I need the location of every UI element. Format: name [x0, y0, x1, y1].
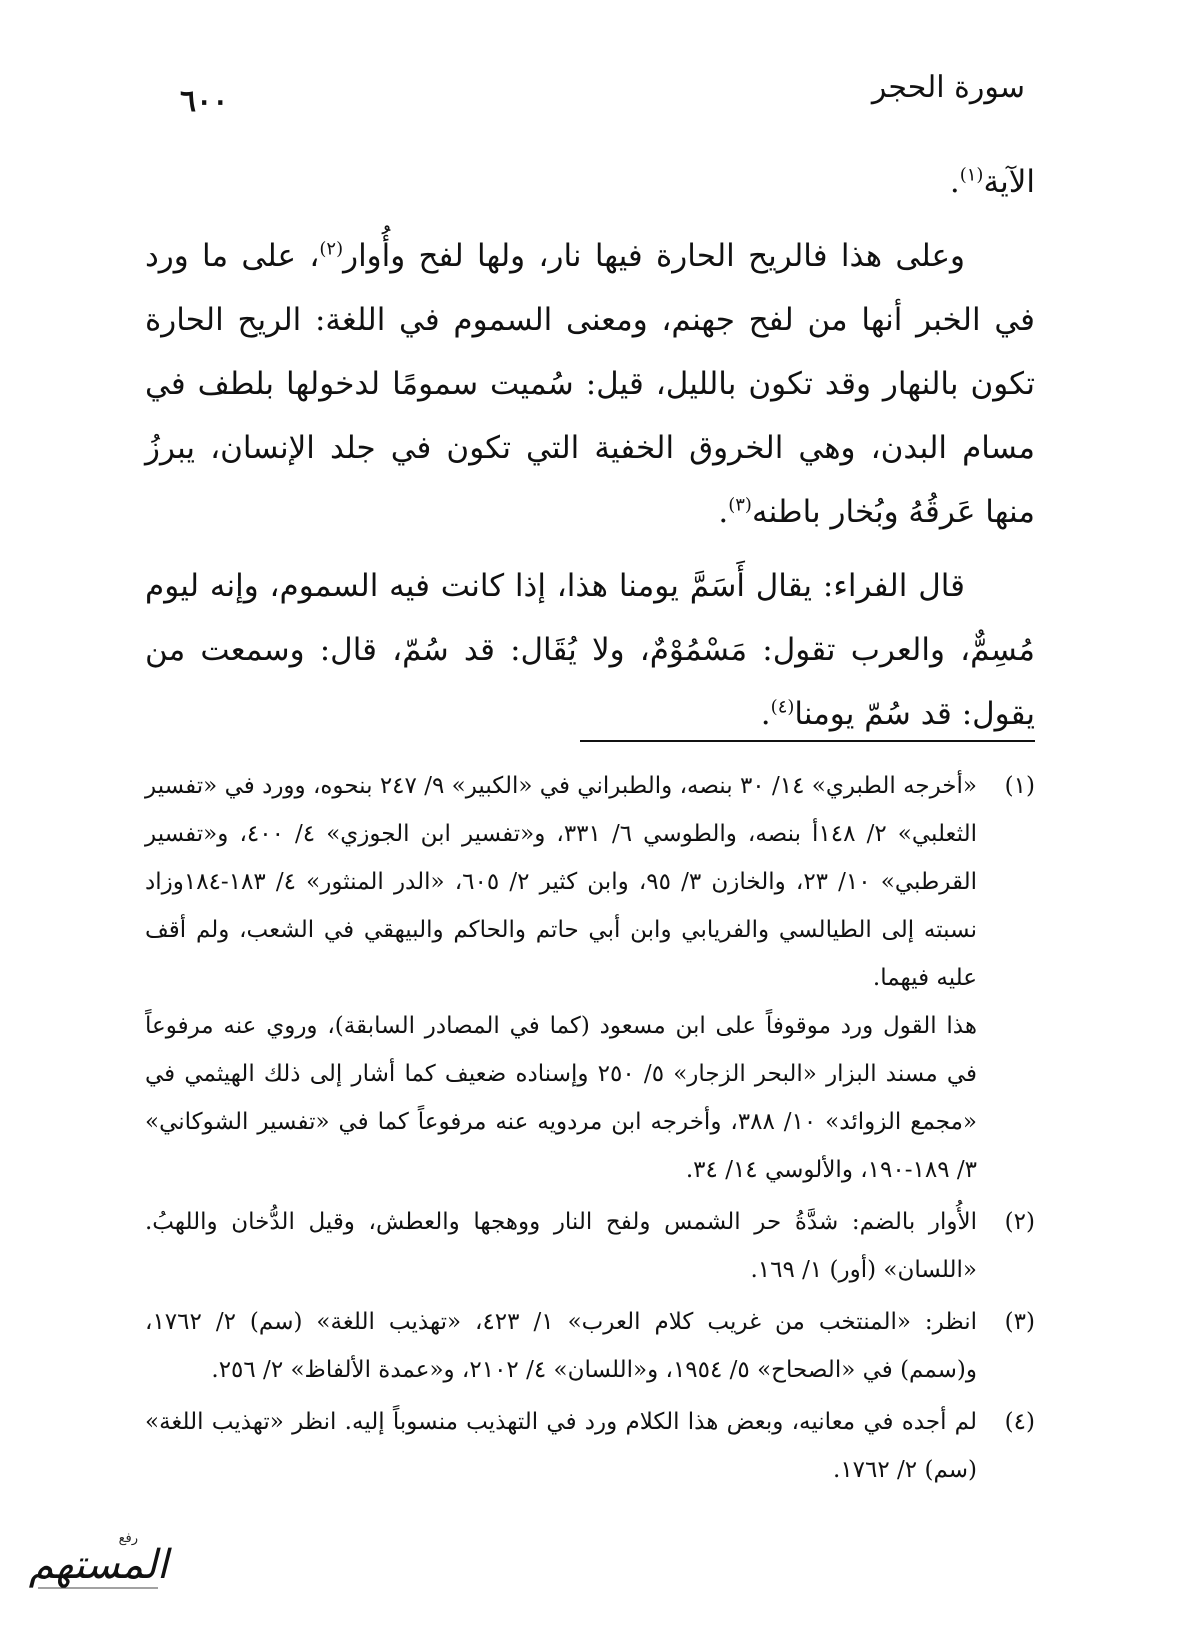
paragraph-3-end: .: [760, 696, 771, 732]
footnote-3: [145, 1298, 1035, 1394]
paragraph-3-text: قال الفراء: يقال أَسَمَّ يومنا هذا، إذا كانت فيه السموم، وإنه ليوم مُسِمٌّ، والعرب تقول: مَسْمُوْمٌ، ولا يُقَال: قد سُمّ، قال: وسمعت من يقول: قد سُمّ يومنا: [145, 568, 1035, 732]
footnote-number: (٢): [1004, 1209, 1035, 1235]
paragraph-1-end: .: [949, 164, 960, 200]
page-header: [180, 70, 1025, 120]
footnote-2: [145, 1198, 1035, 1294]
paragraph-2-text-b: ، على ما ورد في الخبر أنها من لفح جهنم، ومعنى السموم في اللغة: الريح الحارة تكون بالنهار وقد تكون بالليل، قيل: سُميت سمومًا لدخولها بلطف في مسام البدن، وهي الخروق الخفية التي تكون في جلد الإنسان، يبرزُ منها عَرقُهُ وبُخار باطنه: [145, 238, 1035, 530]
paragraph-3: [145, 554, 1035, 746]
stamp-text: المستهم: [28, 1542, 168, 1588]
paragraph-1: [145, 150, 1035, 214]
footnote-4: [145, 1398, 1035, 1494]
footnote-body: الأُوار بالضم: شدَّةُ حر الشمس ولفح النار ووهجها والعطش، وقيل الدُّخان واللهبُ. «اللسان» (أور) ١/ ١٦٩.: [145, 1209, 977, 1283]
paragraph-1-text: الآية: [983, 164, 1035, 200]
footnote-number: (٤): [1004, 1409, 1035, 1435]
footnotes: [145, 762, 1035, 1498]
paragraph-2: [145, 224, 1035, 544]
page-number: ٦٠٠: [180, 84, 229, 119]
stamp-subtext: رفع: [118, 1531, 138, 1546]
paragraph-2-end: .: [718, 494, 729, 530]
footnote-separator: [580, 740, 1035, 742]
footnote-ref-1: (١): [959, 164, 984, 186]
footnote-1-para-1: «أخرجه الطبري» ١٤/ ٣٠ بنصه، والطبراني في «الكبير» ٩/ ٢٤٧ بنحوه، وورد في «تفسير الثعلبي» ٢/ ١٤٨أ بنصه، والطوسي ٦/ ٣٣١، و«تفسير ابن الجوزي» ٤/ ٤٠٠، و«تفسير القرطبي» ١٠/ ٢٣، والخازن ٣/ ٩٥، وابن كثير ٢/ ٦٠٥، «الدر المنثور» ٤/ ١٨٣-١٨٤وزاد نسبته إلى الطيالسي والفريابي وابن أبي حاتم والحاكم والبيهقي في الشعب، ولم أقف عليه فيهما.: [145, 773, 977, 991]
footnote-ref-4: (٤): [770, 696, 795, 718]
footnote-number: (٣): [1004, 1309, 1035, 1335]
footnote-1: [145, 762, 1035, 1194]
footnote-number: (١): [1004, 773, 1035, 799]
running-title: سورة الحجر: [871, 70, 1025, 105]
footnote-body: لم أجده في معانيه، وبعض هذا الكلام ورد في التهذيب منسوباً إليه. انظر «تهذيب اللغة» (سم) ٢/ ١٧٦٢.: [145, 1409, 977, 1483]
library-stamp-logo: [18, 1520, 178, 1600]
footnote-ref-3: (٣): [728, 494, 752, 516]
footnote-body: [145, 762, 977, 1194]
footnote-1-para-2: هذا القول ورد موقوفاً على ابن مسعود (كما في المصادر السابقة)، وروي عنه مرفوعاً في مسند البزار «البحر الزجار» ٥/ ٢٥٠ وإسناده ضعيف كما أشار إلى ذلك الهيثمي في «مجمع الزوائد» ١٠/ ٣٨٨، وأخرجه ابن مردويه عنه مرفوعاً كما في «تفسير الشوكاني» ٣/ ١٨٩-١٩٠، والألوسي ١٤/ ٣٤.: [145, 1013, 978, 1183]
main-text: [145, 150, 1035, 756]
paragraph-2-text-a: وعلى هذا فالريح الحارة فيها نار، ولها لفح وأُوار: [343, 238, 965, 274]
footnote-body: انظر: «المنتخب من غريب كلام العرب» ١/ ٤٢٣، «تهذيب اللغة» (سم) ٢/ ١٧٦٢، و(سمم) في «الصحاح» ٥/ ١٩٥٤، و«اللسان» ٤/ ٢١٠٢، و«عمدة الألفاظ» ٢/ ٢٥٦.: [145, 1309, 977, 1383]
footnote-ref-2: (٢): [319, 238, 344, 260]
